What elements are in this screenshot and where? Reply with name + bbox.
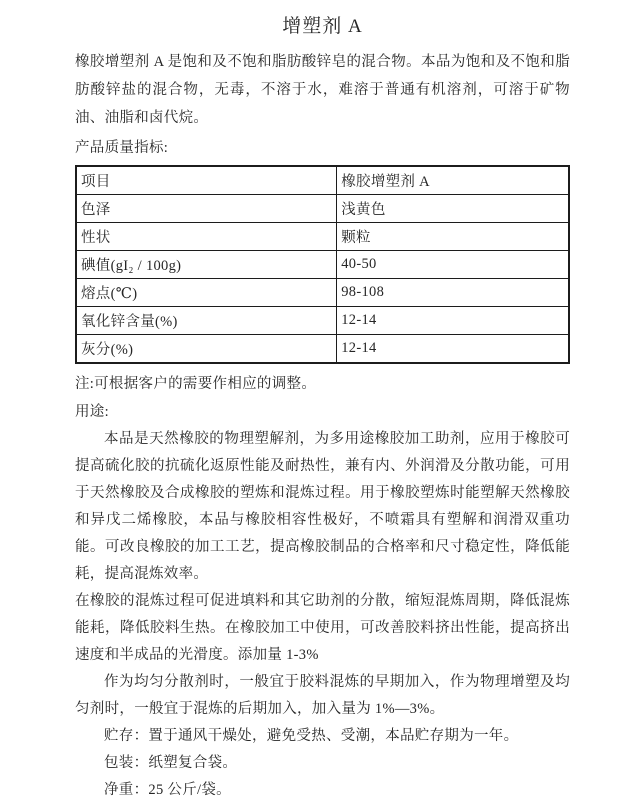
storage-line: 贮存：置于通风干燥处，避免受热、受潮，本品贮存期为一年。 (104, 728, 519, 744)
usage-section (75, 399, 570, 804)
table-cell-value: 橡胶增塑剂 A (337, 166, 569, 195)
net-weight-line: 净重：25 公斤/袋。 (104, 782, 231, 798)
table-cell-item: 熔点(℃) (76, 279, 337, 307)
usage-label: 用途: (75, 404, 109, 420)
table-cell-item: 色泽 (76, 195, 337, 223)
table-cell-item: 碘值(gI₂ / 100g) (76, 251, 337, 279)
table-cell-value: 颗粒 (337, 223, 569, 251)
table-row (76, 195, 569, 223)
table-cell-value: 98-108 (337, 279, 569, 307)
table-row (76, 279, 569, 307)
table-cell-value: 浅黄色 (337, 195, 569, 223)
intro-paragraph: 橡胶增塑剂 A 是饱和及不饱和脂肪酸锌皂的混合物。本品为饱和及不饱和脂肪酸锌盐的混合物，无毒，不溶于水，难溶于普通有机溶剂，可溶于矿物油、油脂和卤代烷。 (75, 54, 570, 126)
table-cell-item: 性状 (76, 223, 337, 251)
table-cell-item: 氧化锌含量(%) (76, 307, 337, 335)
table-row (76, 166, 569, 195)
table-row (76, 251, 569, 279)
quality-indicators-label: 产品质量指标: (75, 140, 169, 156)
packaging-line: 包装：纸塑复合袋。 (104, 755, 238, 771)
usage-paragraph: 本品是天然橡胶的物理塑解剂，为多用途橡胶加工助剂，应用于橡胶可提高硫化胶的抗硫化返原性能及耐热性，兼有内、外润滑及分散功能，可用于天然橡胶及合成橡胶的塑炼和混炼过程。用于橡胶塑炼时能塑解天然橡胶和异戊二烯橡胶，本品与橡胶相容性极好，不喷霜具有塑解和润滑双重功能。可改良橡胶的加工工艺，提高橡胶制品的合格率和尺寸稳定性，降低能耗，提高混炼效率。 (75, 431, 570, 582)
usage-paragraph: 在橡胶的混炼过程可促进填料和其它助剂的分散，缩短混炼周期，降低混炼能耗，降低胶料生热。在橡胶加工中使用，可改善胶料挤出性能，提高挤出速度和半成品的光滑度。添加量 1-3% (75, 593, 570, 663)
usage-paragraph: 作为均匀分散剂时，一般宜于胶料混炼的早期加入，作为物理增塑及均匀剂时，一般宜于混炼的后期加入，加入量为 1%—3%。 (75, 674, 570, 717)
table-cell-value: 40-50 (337, 251, 569, 279)
table-cell-value: 12-14 (337, 307, 569, 335)
table-row (76, 223, 569, 251)
table-note: 注:可根据客户的需要作相应的调整。 (75, 376, 317, 392)
quality-indicators-table (75, 165, 570, 364)
table-cell-item: 项目 (76, 166, 337, 195)
table-row (76, 307, 569, 335)
table-cell-value: 12-14 (337, 335, 569, 364)
table-row (76, 335, 569, 364)
page-title: 增塑剂 A (282, 16, 363, 37)
table-cell-item: 灰分(%) (76, 335, 337, 364)
